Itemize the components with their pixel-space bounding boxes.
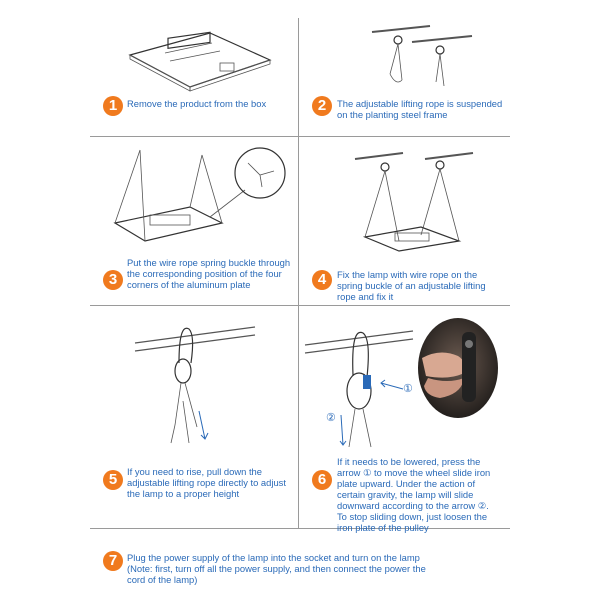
photo-hand-pressing-pulley: [418, 318, 498, 418]
arrow-2-label: ②: [326, 412, 336, 424]
step-1-text: Remove the product from the box: [127, 98, 267, 109]
step-1-number: 1: [103, 96, 123, 116]
illustration-wire-rope-buckle: [110, 145, 290, 255]
illustration-lifting-ropes: [372, 22, 482, 92]
step-4-text: Fix the lamp with wire rope on the spring buckle of an adjustable lifting rope and fix it: [337, 269, 486, 302]
step-4-number: 4: [312, 270, 332, 290]
divider-column: [298, 18, 299, 528]
divider-row-2: [90, 305, 510, 306]
step-3-number: 3: [103, 270, 123, 290]
illustration-pulley-raise: [135, 315, 265, 445]
step-7-text: Plug the power supply of the lamp into the socket and turn on the lamp (Note: first, turn off all the power supply, and then connect the power the cord of the lamp): [127, 552, 426, 585]
step-5-number: 5: [103, 470, 123, 490]
step-2-text: The adjustable lifting rope is suspended on the planting steel frame: [337, 98, 503, 120]
step-6-text: If it needs to be lowered, press the arrow ① to move the wheel slide iron plate upward. Under the action of certain gravity, the lamp will slide downward according to the arrow ②. To stop sliding down, just loosen the iron plate of the pulley: [337, 456, 491, 533]
illustration-lamp-panel: [120, 25, 280, 105]
step-5-text: If you need to rise, pull down the adjustable lifting rope directly to adjust the lamp to a proper height: [127, 466, 286, 499]
arrow-1-label: ①: [403, 383, 413, 395]
step-6-number: 6: [312, 470, 332, 490]
divider-row-1: [90, 136, 510, 137]
illustration-pulley-lower: [305, 315, 415, 450]
step-2-number: 2: [312, 96, 332, 116]
illustration-hanging-lamp: [355, 145, 475, 260]
step-7-number: 7: [103, 551, 123, 571]
step-3-text: Put the wire rope spring buckle through the corresponding position of the four corners of the aluminum plate: [127, 257, 291, 290]
